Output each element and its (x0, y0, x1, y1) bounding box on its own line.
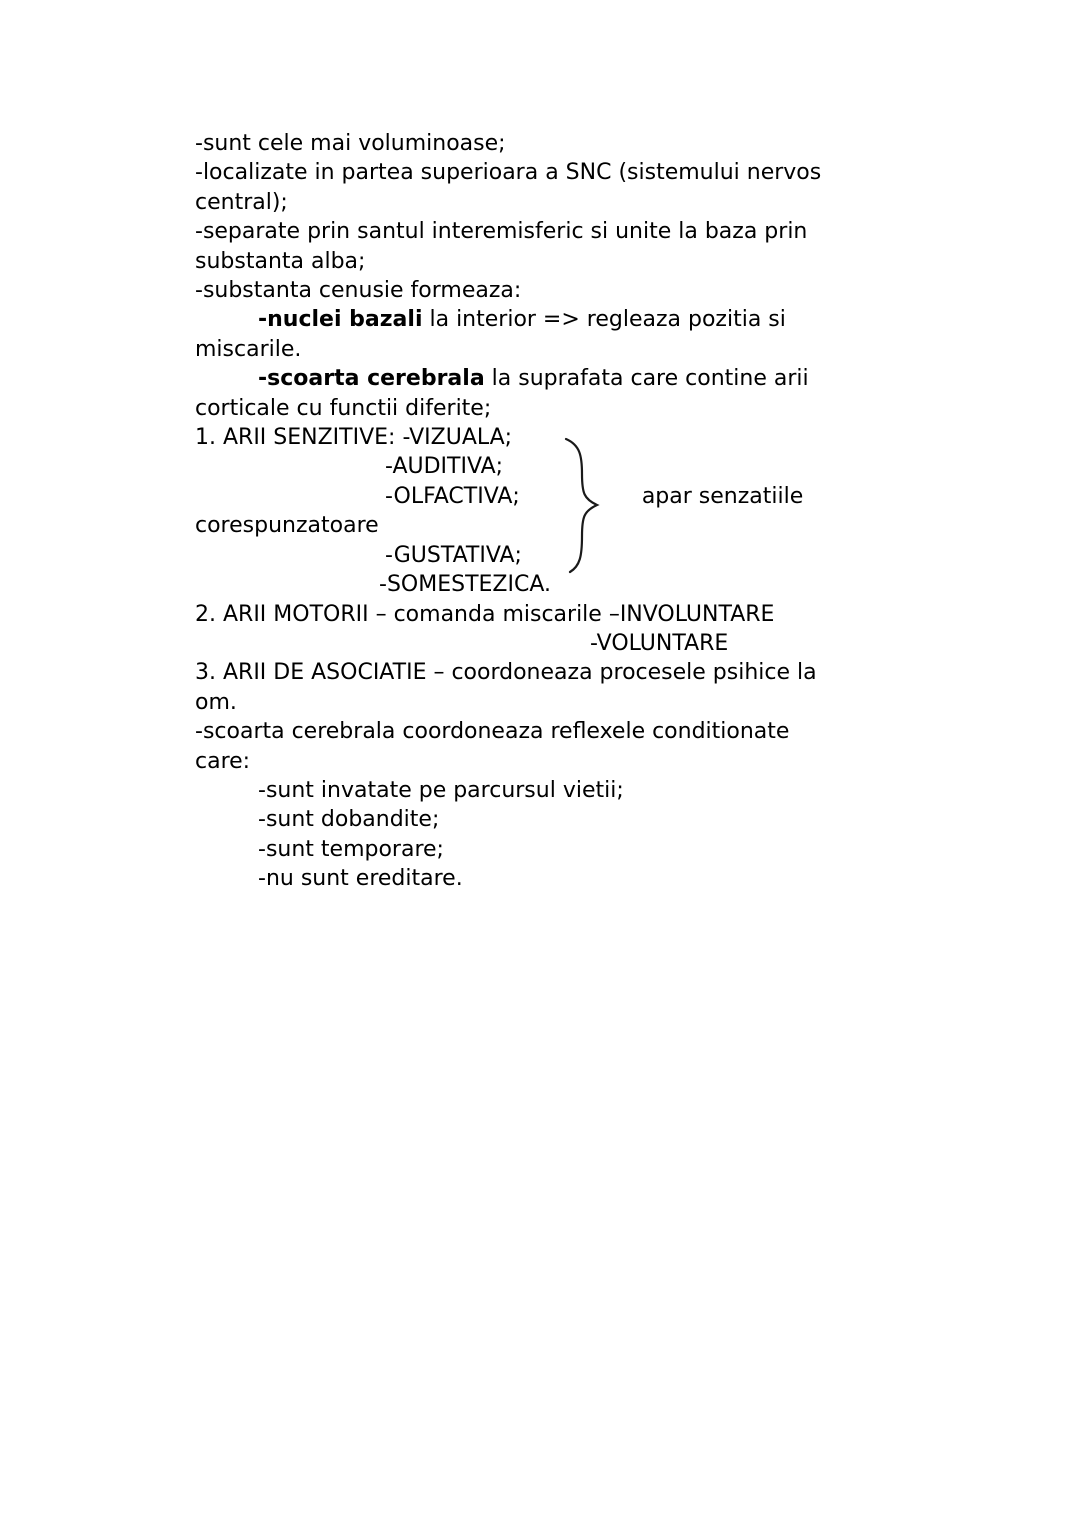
line-text: substanta alba; (195, 248, 366, 274)
text-line (195, 364, 821, 393)
list-item-dobandite (195, 805, 821, 834)
line-text: central); (195, 189, 288, 215)
text-line (195, 688, 821, 717)
line-text: 3. ARII DE ASOCIATIE – coordoneaza procesele psihice la (195, 660, 817, 686)
line-text: -separate prin santul interemisferic si unite la baza prin (195, 219, 808, 245)
line-text: la interior => regleaza pozitia si (422, 307, 786, 333)
line-text: -sunt temporare; (258, 836, 444, 862)
line-text: -VOLUNTARE (590, 630, 729, 656)
line-text: -OLFACTIVA; (385, 483, 520, 509)
text-line (195, 217, 821, 246)
text-line (195, 247, 821, 276)
line-text: miscarile. (195, 336, 302, 362)
line-text: corespunzatoare (195, 513, 379, 539)
text-line (195, 717, 821, 746)
bold-term-nuclei-bazali: -nuclei bazali (258, 307, 423, 333)
list-heading-arii-motorii (195, 600, 821, 629)
line-text: la suprafata care contine arii (484, 366, 809, 392)
text-block (195, 129, 821, 894)
line-text: -AUDITIVA; (385, 454, 504, 480)
text-line (195, 188, 821, 217)
list-item-somestezica (195, 570, 821, 599)
curly-brace-icon (560, 436, 602, 574)
line-text: -localizate in partea superioara a SNC (sistemului nervos (195, 160, 822, 186)
brace-annotation-text (195, 511, 821, 540)
list-heading-arii-senzitive (195, 423, 821, 452)
line-text: -sunt invatate pe parcursul vietii; (258, 777, 624, 803)
text-line (195, 335, 821, 364)
line-text: om. (195, 689, 237, 715)
line-text: corticale cu functii diferite; (195, 395, 492, 421)
line-text: -GUSTATIVA; (385, 542, 522, 568)
list-item-auditiva (195, 452, 821, 481)
line-text: 2. ARII MOTORII – comanda miscarile –INVOLUNTARE (195, 601, 775, 627)
brace-annotation-text: apar senzatiile (641, 483, 804, 509)
bold-term-scoarta-cerebrala: -scoarta cerebrala (258, 366, 485, 392)
line-text: -substanta cenusie formeaza: (195, 278, 522, 304)
line-text: -nu sunt ereditare. (258, 866, 463, 892)
list-item-gustativa (195, 541, 821, 570)
text-line (195, 305, 821, 334)
line-text: -SOMESTEZICA. (379, 572, 551, 598)
text-line (195, 276, 821, 305)
list-item-voluntare (195, 629, 821, 658)
line-text: care: (195, 748, 251, 774)
list-item-olfactiva (195, 482, 821, 511)
list-heading-arii-de-asociatie (195, 658, 821, 687)
list-item-temporare (195, 835, 821, 864)
text-line (195, 394, 821, 423)
line-text: -sunt cele mai voluminoase; (195, 131, 506, 156)
list-item-ereditare (195, 864, 821, 893)
list-item-invatate (195, 776, 821, 805)
line-text: -sunt dobandite; (258, 807, 440, 833)
text-line (195, 129, 821, 158)
text-line (195, 158, 821, 187)
line-text: -scoarta cerebrala coordoneaza reflexele conditionate (195, 719, 790, 745)
text-line (195, 747, 821, 776)
line-text: 1. ARII SENZITIVE: -VIZUALA; (195, 425, 513, 451)
